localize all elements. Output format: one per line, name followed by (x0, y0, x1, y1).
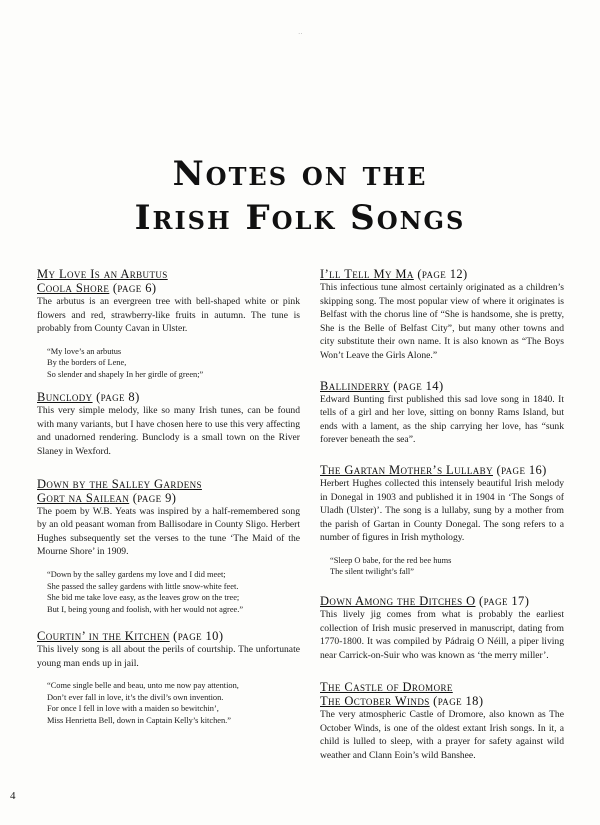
song-page-ref: (page 18) (429, 694, 484, 709)
song-title (37, 390, 300, 404)
song-title-underlined: The Castle of Dromore (320, 680, 453, 695)
verse-line: “Come single belle and beau, unto me now pay attention, (47, 681, 239, 691)
song-page-ref: (page 8) (92, 390, 140, 405)
song-title (320, 694, 564, 708)
song-title (37, 477, 300, 491)
verse-line: But I, being young and foolish, with her would not agree.” (47, 604, 244, 614)
song-note (37, 477, 300, 615)
verse-line: “Sleep O babe, for the red bee hums (330, 555, 452, 565)
song-title (320, 680, 564, 694)
verse-line: She bid me take love easy, as the leaves grow on the tree; (47, 593, 240, 603)
song-note (37, 390, 300, 458)
song-note-body: The poem by W.B. Yeats was inspired by a half-remembered song by an old peasant woman from Ballisodare in County Sligo. Herbert Hughes subsequently set the verses to the tune ‘The Maid of the Mourne Shore’ in 1909. (37, 505, 300, 558)
verse-line: She passed the salley gardens with little snow-white feet. (47, 581, 239, 591)
page-number: 4 (10, 790, 16, 802)
song-page-ref: (page 9) (129, 490, 177, 505)
verse-line: “Down by the salley gardens my love and I did meet; (47, 570, 226, 580)
song-title (320, 594, 564, 608)
song-title-underlined: The Gartan Mother’s Lullaby (320, 462, 493, 477)
song-title-underlined: Bunclody (37, 390, 93, 405)
song-title-underlined: I’ll Tell My Ma (320, 267, 414, 281)
verse-line: Miss Henrietta Bell, down in Captain Kelly’s kitchen.” (47, 715, 231, 725)
song-title-underlined: Courtin’ in the Kitchen (37, 629, 170, 644)
verse-line: For once I fell in love with a maiden so bewitchin’, (47, 704, 219, 714)
song-note (37, 267, 300, 380)
song-note (320, 680, 564, 762)
song-note-body: Herbert Hughes collected this intensely beautiful Irish melody in Donegal in 1903 and published it in 1904 in ‘The Songs of Uladh (Ulster)’. The song is a lullaby, sung by a mother from the parish of Gartan in County Donegal. The song refers to a number of figures in Irish mythology. (320, 477, 564, 544)
song-page-ref: (page 17) (475, 593, 530, 608)
song-note-body: Edward Bunting first published this sad love song in 1840. It tells of a girl and her love, sitting on bonny Rams Island, but ends with a lament, as the ship carrying her love, has “sunk forever beneath the sea”. (320, 393, 564, 446)
song-note-body: This lively jig comes from what is probably the earliest collection of Irish music preserved in manuscript, dating from 1770-1800. It was compiled by Pádraig O Néill, a piper living near Carrick-on-Suir who was known as ‘the merry miller’. (320, 608, 564, 661)
song-note (320, 379, 564, 447)
song-title (37, 491, 300, 505)
verse-line: So slender and shapely In her girdle of green;” (47, 369, 204, 379)
song-title-underlined: Ballinderry (320, 378, 390, 393)
song-note (37, 629, 300, 726)
print-mark: ·· (298, 30, 303, 38)
song-title (37, 629, 300, 643)
song-note-body: The arbutus is an evergreen tree with bell-shaped white or pink flowers and red, strawberry-like fruits in autumn. The tune is probably from County Cavan in Ulster. (37, 296, 300, 335)
song-title (320, 463, 564, 477)
song-note (320, 594, 564, 662)
song-title-underlined: Coola Shore (37, 281, 110, 295)
page-title (0, 152, 600, 240)
song-page-ref: (page 12) (413, 267, 468, 281)
song-note-body: This lively song is all about the perils of courtship. The unfortunate young man ends up in jail. (37, 644, 300, 669)
song-page-ref: (page 10) (169, 629, 224, 644)
right-column (320, 267, 564, 763)
song-title (37, 267, 300, 281)
song-title (320, 267, 564, 281)
song-page-ref: (page 14) (389, 378, 444, 393)
song-title-underlined: Gort na Sailean (37, 490, 130, 505)
song-note-body: This infectious tune almost certainly originated as a children’s skipping song. The most popular view of where it originates is Belfast with the chorus line of “She is handsome, she is pretty, She is the Belle of Belfast City”, but many other towns and city substitute their own name. It is also known as “The Boys Won’t Leave the Girls Alone.” (320, 282, 564, 361)
song-page-ref: (page 16) (492, 462, 547, 477)
song-title (37, 281, 300, 295)
song-title-underlined: Down by the Salley Gardens (37, 476, 202, 491)
song-title-underlined: Down Among the Ditches O (320, 593, 476, 608)
verse-line: By the borders of Lene, (47, 358, 127, 368)
song-title-underlined: The October Winds (320, 694, 430, 709)
song-note (320, 463, 564, 578)
song-title-underlined: My Love Is an Arbutus (37, 267, 168, 281)
song-page-ref: (page 6) (109, 281, 157, 295)
title-line-2: Irish Folk Songs (134, 198, 466, 238)
song-note (320, 267, 564, 363)
title-line-1: Notes on the (172, 154, 428, 194)
song-note-body: This very simple melody, like so many Irish tunes, can be found with many variants, but I have chosen here to use this very affecting and unadorned rendering. Bunclody is a small town on the River Slaney in Wexford. (37, 405, 300, 458)
song-note-body: The very atmospheric Castle of Dromore, also known as The October Winds, is one of the oldest extant Irish songs. In it, a child is lulled to sleep, with a prayer for safety against wild weather and Clann Eoin’s wild Banshee. (320, 709, 564, 762)
verse-line: Don’t ever fall in love, it’s the divil’s own invention. (47, 692, 224, 702)
left-column (37, 267, 300, 726)
verse-line: The silent twilight’s fall” (330, 567, 414, 577)
verse-line: “My love’s an arbutus (47, 346, 122, 356)
song-title (320, 379, 564, 393)
